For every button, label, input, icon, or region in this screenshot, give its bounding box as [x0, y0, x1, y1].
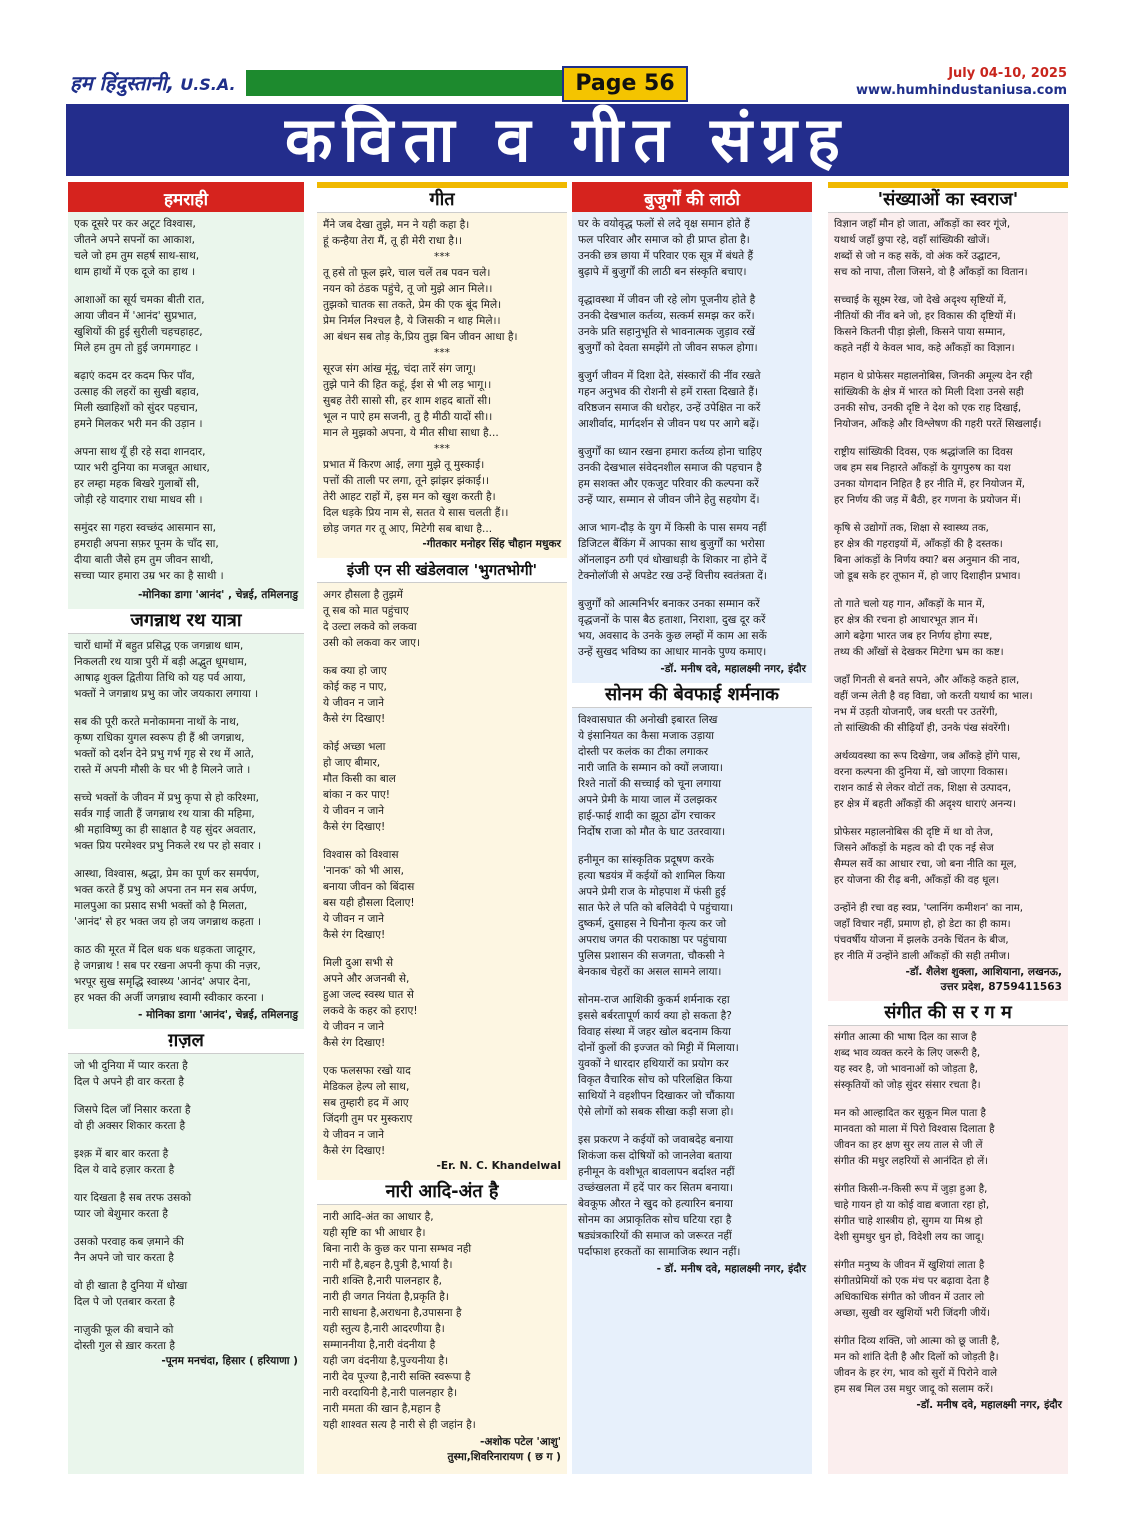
poem-credit: - मोनिका डागा 'आनंद', चेन्नई, तमिलनाडु: [138, 1009, 298, 1021]
stanza: संगीत आत्मा की भाषा दिल का साज है शब्द भाव व्यक्त करने के लिए जरूरी है, यह स्वर है, जो भावनाओं को जोड़ता है, संस्कृतियों को जोड़ सुंदर संसार रचता है।: [834, 1032, 981, 1091]
stanza: इस प्रकरण ने कईयों को जवाबदेह बनाया शिकंजा कस दोषियों को जानलेवा बताया हनीमून के वशीभूत बावलापन बर्दाश्त नहीं उच्छंखलता में हदें पार कर सितम बनाया। बेवकूफ औरत ने खुद को हत्यारिन बनाया सोनम का अप्राकृतिक सोच घटिया रहा है षड्यंत्रकारियों की समाज को जरूरत नहीं पर्दाफाश हरकतों का सामाजिक स्थान नहीं।: [578, 1134, 741, 1258]
stanza: आस्था, विश्वास, श्रद्धा, प्रेम का पूर्ण कर समर्पण, भक्त करते हैं प्रभु को अपना तन मन सब अर्पण, मालपुआ का प्रसाद सभी भक्तों को है मिलता, 'आनंद' से हर भक्त जय हो जय जगन्नाथ कहता ।: [74, 868, 262, 928]
stanza: काठ की मूरत में दिल धक धक धड़कता जादूगर, हे जगन्नाथ ! सब पर रखना अपनी कृपा की नज़र, भरपूर सुख समृद्धि स्वास्थ्य 'आनंद' अपार देना, हर भक्त की अर्जी जगन्नाथ स्वामी स्वीकार करना ।: [74, 944, 264, 1004]
brand-hindi: हम हिंदुस्तानी,: [70, 71, 175, 95]
poem-body-sonam: [572, 708, 812, 1260]
stanza: बढ़ाएं कदम दर कदम फिर पाँव, उत्साह की लहरों का सुखी बहाव, मिली ख्वाहिशों को सुंदर पहचान, हमने मिलकर भरी मन की उड़ान ।: [74, 370, 203, 430]
poem-body-swaraj: [828, 213, 1068, 965]
poem-credit: -डॉ. मनीष दवे, महालक्ष्मी नगर, इंदौर: [660, 663, 806, 675]
stanza: राष्ट्रीय सांख्यिकी दिवस, एक श्रद्धांजलि का दिवस जब हम सब निहारते आँकड़ों के युगपुरुष का यश उनका योगदान निहित है हर नीति में, हर नियोजन में, हर निर्णय की जड़ में बैठी, हर गणना के प्रयोजन में।: [834, 447, 1025, 506]
stanza: संगीत दिव्य शक्ति, जो आत्मा को छू जाती है, मन को शांति देती है और दिलों को जोड़ती है। जीवन के हर रंग, भाव को सुरों में पिरोने वाले हम सब मिल उस मधुर जादू को सलाम करें।: [834, 1336, 1000, 1395]
stanza: कब क्या हो जाए कोई कह न पाए, ये जीवन न जाने कैसे रंग दिखाए!: [323, 665, 387, 725]
poem-title-bhugatbhogi: इंजी एन सी खंडेलवाल 'भुगतभोगी': [317, 558, 567, 583]
poem-credit: -अशोक पटेल 'आशु' तुस्मा,शिवरिनारायण ( छ ग ): [447, 1436, 561, 1463]
stanza-separator: ***: [434, 347, 450, 359]
stanza: सच्चे भक्तों के जीवन में प्रभु कृपा से हो करिश्मा, सर्वत्र गाई जाती हैं जगन्नाथ रथ यात्रा की महिमा, श्री महाविष्णु का ही साक्षात है यह सुंदर अवतार, भक्त प्रिय परमेश्वर प्रभु निकले रथ पर हो सवार ।: [74, 792, 262, 852]
stanza: एक दूसरे पर कर अटूट विश्वास, जीतने अपने सपनों का आकाश, चले जो हम तुम सहर्ष साथ-साथ, थाम हाथों में एक दूजे का हाथ ।: [74, 218, 200, 278]
poem-title-sonam: सोनम की बेवफाई शर्मनाक: [572, 683, 812, 708]
stanza: बुजुर्गों को आत्मनिर्भर बनाकर उनका सम्मान करें वृद्धजनों के पास बैठ हताशा, निराशा, दुख दूर करें भय, अवसाद के उनके कुछ लम्हों में काम आ सकें उन्हें सुखद भविष्य का आधार मानके पुण्य कमाए।: [578, 598, 767, 658]
poem-credit: -Er. N. C. Khandelwal: [436, 1160, 561, 1172]
poem-credit: -डॉ. मनीष दवे, महालक्ष्मी नगर, इंदौर: [916, 1399, 1062, 1411]
poem-body-rathyatra: [68, 634, 304, 1006]
stanza: जहाँ गिनती से बनते सपने, और आँकड़े कहते हाल, वहीं जन्म लेती है वह विद्या, जो करती यथार्थ का भाल। नभ में उड़ती योजनाएँ, जब धरती पर उतरेंगी, तो सांख्यिकी की सीढ़ियाँ ही, उनके पंख संवरेंगी।: [834, 675, 1033, 734]
website-link[interactable]: www.humhindustaniusa.com: [855, 83, 1067, 98]
stanza: प्रभात में किरण आई, लगा मुझे तू मुस्काई। पत्तों की ताली पर लगा, तूने झांझर झंकाई।। तेरी आहट राहों में, इस मन को खुश करती है। दिल धड़के प्रिय नाम से, सतत ये सास चलती हैं।। छोड़ जगत गर तू आए, मिटेगी सब बाधा है...: [323, 459, 509, 535]
stanza: तो गाते चलो यह गान, आँकड़ों के मान में, हर क्षेत्र की रचना हो आधारभूत ज्ञान में। आगे बढ़ेगा भारत जब हर निर्णय होगा स्पष्ट, तथ्य की आँखों से देखकर मिटेगा भ्रम का कष्ट।: [834, 599, 1004, 658]
stanza: मैंने जब देखा तुझे, मन ने यही कहा है। हूं कन्हैया तेरा मैं, तू ही मेरी राधा है।।: [323, 219, 470, 247]
column-4: [828, 182, 1068, 1474]
poem-body-ghazal: [68, 1054, 304, 1354]
poem-body-lathi: [572, 212, 812, 660]
stanza: संगीत किसी-न-किसी रूप में जुड़ा हुआ है, चाहे गायन हो या कोई वाद्य बजाता रहा हो, संगीत चाहे शास्त्रीय हो, सुगम या मिश्र हो देशी सुमधुर धुन हो, विदेशी लय का जादू।: [834, 1184, 990, 1243]
stanza: विज्ञान जहाँ मौन हो जाता, आँकड़ों का स्वर गूंजे, यथार्थ जहाँ छुपा रहे, वहाँ सांख्यिकी खोजें। शब्दों से जो न कह सकें, वो अंक करें उद्घाटन, सच को नापा, तौला जिसने, वो है आँकड़ों का वितान।: [834, 219, 1028, 278]
stanza: जो भी दुनिया में प्यार करता है दिल पे अपने ही वार करता है: [74, 1060, 188, 1088]
stanza: संगीत मनुष्य के जीवन में खुशियां लाता है संगीतप्रेमियों को एक मंच पर बढ़ावा देता है अधिकाधिक संगीत को जीवन में उतार लो अच्छा, सुखी वर खुशियों भरी जिंदगी जीयें।: [834, 1260, 991, 1319]
poem-title-rathyatra: जगन्नाथ रथ यात्रा: [68, 609, 304, 634]
poem-credit: - डॉ. मनीष दवे, महालक्ष्मी नगर, इंदौर: [656, 1263, 806, 1275]
page-number: Page 56: [562, 66, 688, 102]
masthead: [66, 66, 1069, 100]
stanza: आज भाग-दौड़ के युग में किसी के पास समय नहीं डिजिटल बैंकिंग में आपका साथ बुजुर्गों का भरोसा ऑनलाइन ठगी एवं धोखाधड़ी के शिकार ना होने दें टेक्नोलॉजी से अपडेट रख उन्हें वित्तीय स्वतंत्रता दें।: [578, 522, 767, 582]
poem-credit: -पूनम मनचंदा, हिसार ( हरियाणा ): [161, 1355, 298, 1367]
stanza: सोनम-राज आशिकी कुकर्म शर्मनाक रहा इससे बर्बरतापूर्ण कार्य क्या हो सकता है? विवाह संस्था में जहर खोल बदनाम किया दोनों कुलों की इज्जत को मिट्टी में मिलाया। युवकों ने धारदार हथियारों का प्रयोग कर विकृत वैचारिक सोच को परिलक्षित किया साथियों ने वहशीपन दिखाकर जो चौंकाया ऐसे लोगों को सबक सीखा कड़ी सजा हो।: [578, 994, 739, 1118]
stanza: महान थे प्रोफेसर महालनोबिस, जिनकी अमूल्य देन रही सांख्यिकी के क्षेत्र में भारत को मिली दिशा उनसे सही उनकी सोच, उनकी दृष्टि ने देश को एक राह दिखाई, नियोजन, आँकड़े और विश्लेषण की गहरी परतें सिखलाईं।: [834, 371, 1042, 430]
poem-title-swaraj: 'संख्याओं का स्वराज': [828, 188, 1068, 213]
stanza: हनीमून का सांस्कृतिक प्रदूषण करके हत्या षडयंत्र में कईयों को शामिल किया अपने प्रेमी राज के मोहपाश में फंसी हुई सात फेरे ले पति को बलिवेदी पे पहुंचाया। दुष्कर्म, दुसाहस ने घिनौना कृत्य कर जो अपराध जगत की पराकाष्ठा पर पहुंचाया पुलिस प्रशासन की सजगता, चौकसी ने बेनकाब चेहरों का असल सामने लाया।: [578, 854, 734, 978]
column-1: [68, 182, 304, 1474]
stanza: चारों धामों में बहुत प्रसिद्ध एक जगन्नाथ धाम, निकलती रथ यात्रा पुरी में बड़ी अद्भुत धूमधाम, आषाढ़ शुक्ल द्वितीया तिथि को यह पर्व आया, भक्तों ने जगन्नाथ प्रभु का जोर जयकारा लगाया ।: [74, 640, 259, 700]
poem-body-humrahi: [68, 212, 304, 584]
stanza: घर के वयोवृद्ध फलों से लदे वृक्ष समान होते हैं फल परिवार और समाज को ही प्राप्त होता है। उनकी छत्र छाया में परिवार एक सूत्र में बंधते हैं बुढ़ापे में बुजुर्गों की लाठी बन संस्कृति बचाए।: [578, 218, 754, 278]
stanza: एक फलसफा रखो याद मेडिकल हेल्प लो साथ, सब तुम्हारी हद में आए जिंदगी तुम पर मुस्कराए ये जीवन न जाने कैसे रंग दिखाए!: [323, 1065, 413, 1157]
column-3: [572, 182, 812, 1474]
poem-title-ghazal: ग़ज़ल: [68, 1029, 304, 1054]
poem-title-naari: नारी आदि-अंत है: [317, 1180, 567, 1205]
stanza: विश्वास को विश्वास 'नानक' को भी आस, बनाया जीवन को बिंदास बस यही हौसला दिलाए! ये जीवन न जाने कैसे रंग दिखाए!: [323, 849, 415, 941]
stanza: जिसपे दिल जाँ निसार करता है वो ही अक्सर शिकार करता है: [74, 1104, 191, 1132]
poem-body-geet: [317, 213, 567, 537]
stanza: आशाओं का सूर्य चमका बीती रात, आया जीवन में 'आनंद' सुप्रभात, खुशियों की हुई सुरीली चहचहाहट, मिले हम तुम तो हुई जगमगाहट ।: [74, 294, 205, 354]
poem-title-geet: गीत: [317, 188, 567, 213]
stanza: अपना साथ यूँ ही रहे सदा शानदार, प्यार भरी दुनिया का मजबूत आधार, हर लम्हा महक बिखरे गुलाबों सी, जोड़ी रहे यादगार राधा माधव सी ।: [74, 446, 210, 506]
stanza: वृद्धावस्था में जीवन जी रहे लोग पूजनीय होते है उनकी देखभाल कर्तव्य, सत्कर्म समझ कर करें। उनके प्रति सहानुभूति से भावनात्मक जुड़ाव रखें बुजुर्गों को देवता समझेंगे तो जीवन सफल होगा।: [578, 294, 758, 354]
stanza: सूरज संग आंख मूंदू, चंदा तारें संग जागू। तुझे पाने की हित कहूं, ईश से भी लड़ भागू।। सुबह तेरी सासो सी, हर शाम शहद बातों सी। भूल न पाऐ हम सजनी, तु है मीठी यादों सी।। मान ले मुझको अपना, ये मीत सीधा साधा है...: [323, 363, 499, 439]
section-banner: [66, 104, 1069, 176]
stanza: अर्थव्यवस्था का रूप दिखेगा, जब आँकड़े होंगे पास, वरना कल्पना की दुनिया में, खो जाएगा विकास। राशन कार्ड से लेकर वोटों तक, शिक्षा से उत्पादन, हर क्षेत्र में बहती आँकड़ों की अदृश्य धाराएं अनन्य।: [834, 751, 1021, 810]
stanza: बुजुर्गों का ध्यान रखना हमारा कर्तव्य होना चाहिए उनकी देखभाल संवेदनशील समाज की पहचान है हम सशक्त और एकजुट परिवार की कल्पना करें उन्हें प्यार, सम्मान से जीवन जीने हेतु सहयोग दें।: [578, 446, 762, 506]
stanza: मिली दुआ सभी से अपने और अजनबी से, हुआ जल्द स्वस्थ घात से लकवे के कहर को हराए! ये जीवन न जाने कैसे रंग दिखाए!: [323, 957, 418, 1049]
poem-body-bhugatbhogi: [317, 583, 567, 1159]
stanza: सच्चाई के सूक्ष्म रेख, जो देखे अदृश्य सृष्टियों में, नीतियों की नींव बने जो, हर विकास की दृष्टियों में। किसने कितनी पीड़ा झेली, किसने पाया सम्मान, कहते नहीं ये केवल भाव, कहे आँकड़ों का विज्ञान।: [834, 295, 1016, 354]
poem-credit: -मोनिका डागा 'आनंद' , चेन्नई, तमिलनाडु: [138, 589, 298, 601]
poem-lines: नारी आदि-अंत का आधार है, यही सृष्टि का भी आधार है। बिना नारी के कुछ कर पाना सम्भव नही नारी माँ है,बहन है,पुत्री है,भार्या है। नारी शक्ति है,नारी पालनहार है, नारी ही जगत नियंता है,प्रकृति है। नारी साधना है,अराधना है,उपासना है यही स्तुत्य है,नारी आदरणीया है। सम्माननीया है,नारी वंदनीया है यही जग वंदनीया है,पुज्यनीया है। नारी देव पूज्या है,नारी सक्ति स्वरूपा है नारी वरदायिनी है,नारी पालनहार है। नारी ममता की खान है,महान है यही शाश्वत सत्य है नारी से ही जहांन है।: [323, 1211, 476, 1431]
stanza: कृषि से उद्योगों तक, शिक्षा से स्वास्थ्य तक, हर क्षेत्र की गहराइयों में, आँकड़ों की है दस्तक। बिना आंकड़ों के निर्णय क्या? बस अनुमान की नाव, जो डूब सके हर तूफान में, हो जाए दिशाहीन प्रभाव।: [834, 523, 1021, 582]
poem-title-lathi: बुजुर्गों की लाठी: [572, 188, 812, 212]
poem-body-naari: [317, 1205, 567, 1433]
stanza: अगर हौसला है तुझमें तू सब को मात पहुंचाए दे उल्टा लकवे को लकवा उसी को लकवा कर जाए।: [323, 589, 420, 649]
poem-title-sargam: संगीत की स र ग म: [828, 1001, 1068, 1026]
stanza: तू हसे तो फूल झरे, चाल चलें तब पवन चले। नयन को ठंडक पहुंचे, तू जो मुझे आन मिले।। तुझको चातक सा तकते, प्रेम की एक बूंद मिले। प्रेम निर्मल निश्चल है, ये जिसकी न थाह मिले।। आ बंधन सब तोड़ के,प्रिय तुझ बिन जीवन आधा है।: [323, 267, 518, 343]
column-2: [317, 182, 567, 1474]
stanza: मन को आल्हादित कर सुकून मिल पाता है मानवता को माला में पिरो विश्वास दिलाता है जीवन का हर क्षण सुर लय ताल से जी लें संगीत की मधुर लहरियों से आनंदित हो लें।: [834, 1108, 995, 1167]
poem-credit: -गीतकार मनोहर सिंह चौहान मधुकर: [422, 538, 561, 550]
stanza-separator: ***: [434, 251, 450, 263]
banner-title: कविता व गीत संग्रह: [285, 103, 850, 176]
poem-body-sargam: [828, 1026, 1068, 1398]
stanza: इश्क़ में बार बार करता है दिल ये वादे हज़ार करता है: [74, 1148, 175, 1176]
stanza: सब की पूरी करते मनोकामना नाथों के नाथ, कृष्ण राधिका युगल स्वरूप ही हैं श्री जगन्नाथ, भक्तों को दर्शन देने प्रभु गर्भ गृह से रथ में आते, रास्ते में अपनी मौसी के घर भी है मिलने जाते ।: [74, 716, 254, 776]
stanza: उन्होंने ही रचा वह स्वप्न, 'प्लानिंग कमीशन' का नाम, जहाँ विचार नहीं, प्रमाण हो, हो डेटा का ही काम। पंचवर्षीय योजना में झलके उनके चिंतन के बीज, हर नीति में उन्होंने डाली आँकड़ों की सही तमीज।: [834, 903, 1024, 962]
poem-title-humrahi: हमराही: [68, 188, 304, 212]
poem-credit: -डॉ. शैलेश शुक्ला, आशियाना, लखनऊ, उत्तर प्रदेश, 8759411563: [905, 966, 1062, 993]
stanza: कोई अच्छा भला हो जाए बीमार, मौत किसी का बाल बांका न कर पाए! ये जीवन न जाने कैसे रंग दिखाए!: [323, 741, 396, 833]
stanza: प्रोफेसर महालनोबिस की दृष्टि में था वो तेज, जिसने आँकड़ों के महत्व को दी एक नई सेज सैम्पल सर्वे का आधार रचा, जो बना नीति का मूल, हर योजना की रीढ़ बनी, आँकड़ों की वह धूल।: [834, 827, 1017, 886]
stanza: यार दिखता है सब तरफ उसको प्यार जो बेशुमार करता है: [74, 1192, 192, 1220]
stanza: समुंदर सा गहरा स्वच्छंद आसमान सा, हमराही अपना सफ़र पूनम के चाँद सा, दीया बाती जैसे हम तुम जीवन साथी, सच्चा प्यार हमारा उम्र भर का है साथी ।: [74, 522, 224, 582]
stanza: नाज़ुकी फूल की बचाने को दोस्ती गुल से ख़ार करता है: [74, 1324, 176, 1352]
stanza-separator: ***: [434, 443, 450, 455]
stanza: उसको परवाह कब ज़माने की नैन अपने जो चार करता है: [74, 1236, 184, 1264]
brand-usa: U.S.A.: [180, 75, 236, 94]
issue-date: July 04-10, 2025: [948, 66, 1067, 81]
stanza: विश्वासघात की अनोखी इबारत लिख ये इंसानियत का कैसा मजाक उड़ाया दोस्ती पर कलंक का टीका लगाकर नारी जाति के सम्मान को क्यों लजाया। रिश्ते नातों की सच्चाई को चूना लगाया अपने प्रेमी के माया जाल में उलझकर हाई-फाई शादी का झूठा ढोंग रचाकर निर्दोष राजा को मौत के घाट उतरवाया।: [578, 714, 726, 838]
newspaper-name[interactable]: [66, 66, 246, 100]
stanza: वो ही खाता है दुनिया में धोखा दिल पे जो एतबार करता है: [74, 1280, 188, 1308]
stanza: बुजुर्ग जीवन में दिशा देते, संस्कारों की नींव रखते गहन अनुभव की रोशनी से हमें रास्ता दिखाते हैं। वरिष्ठजन समाज की धरोहर, उन्हें उपेक्षित ना करें आशीर्वाद, मार्गदर्शन से जीवन पथ पर आगे बढ़ें।: [578, 370, 761, 430]
